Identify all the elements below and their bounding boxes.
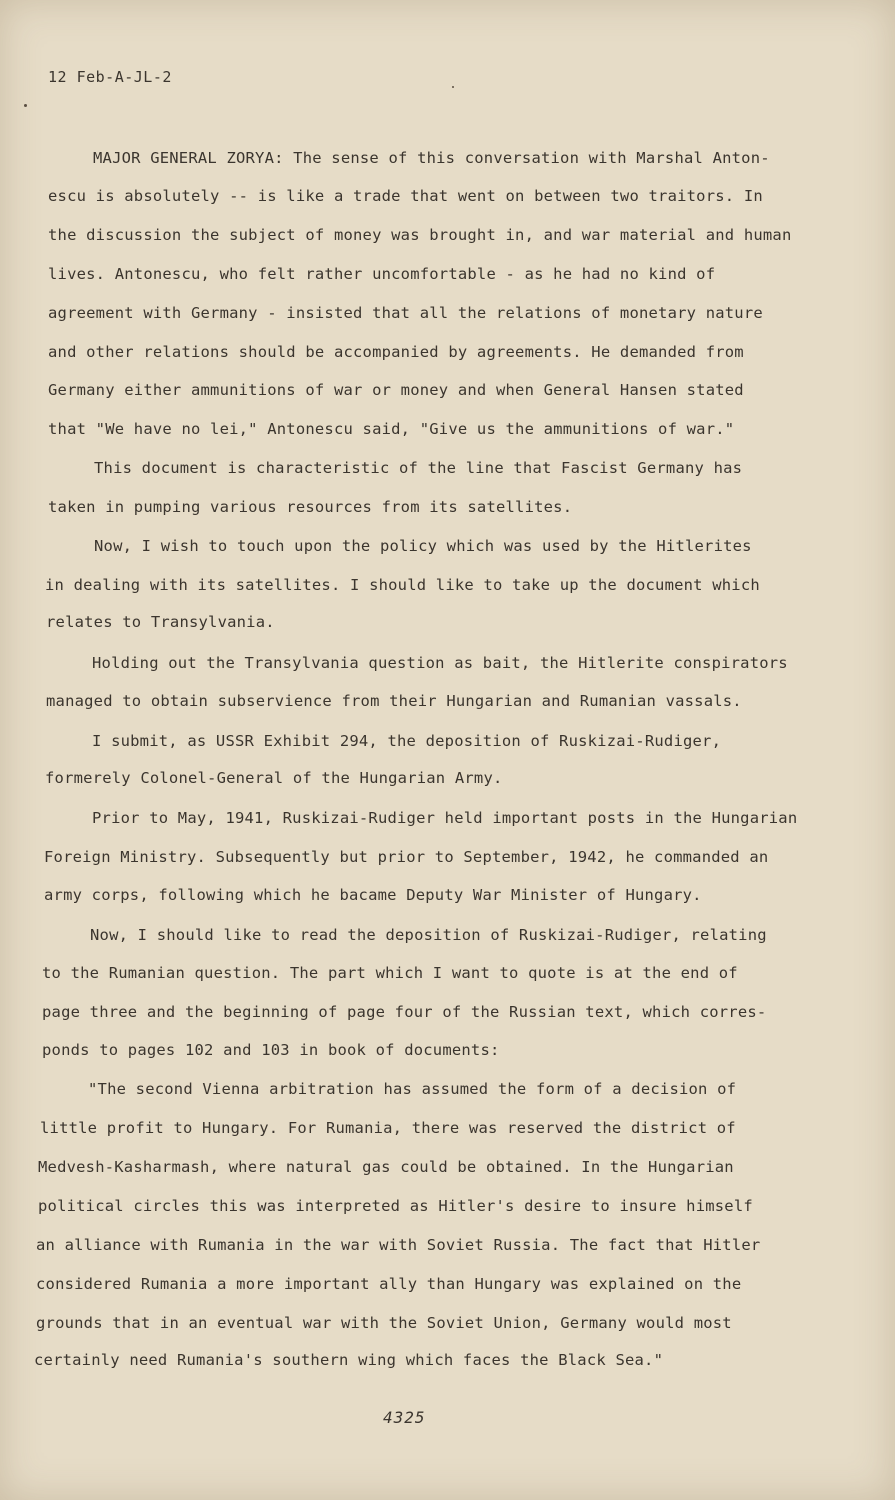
text-line: grounds that in an eventual war with the Soviet Union, Germany would most: [36, 1314, 732, 1332]
text-line: in dealing with its satellites. I should like to take up the document which: [45, 576, 760, 594]
text-line: Prior to May, 1941, Ruskizai-Rudiger held important posts in the Hungarian: [92, 809, 798, 827]
text-line: army corps, following which he bacame Deputy War Minister of Hungary.: [44, 886, 702, 904]
text-line: Now, I wish to touch upon the policy which was used by the Hitlerites: [94, 537, 752, 555]
text-line: This document is characteristic of the line that Fascist Germany has: [94, 459, 743, 477]
text-line: the discussion the subject of money was brought in, and war material and human: [48, 226, 792, 244]
paper-speck: [24, 104, 27, 107]
text-line: I submit, as USSR Exhibit 294, the deposition of Ruskizai-Rudiger,: [92, 732, 722, 750]
text-line: Foreign Ministry. Subsequently but prior to September, 1942, he commanded an: [44, 848, 769, 866]
text-line: to the Rumanian question. The part which I want to quote is at the end of: [42, 964, 738, 982]
text-line: Holding out the Transylvania question as bait, the Hitlerite conspirators: [92, 654, 788, 672]
text-line: agreement with Germany - insisted that all the relations of monetary nature: [48, 304, 763, 322]
text-line: relates to Transylvania.: [46, 613, 275, 631]
text-line: ponds to pages 102 and 103 in book of documents:: [42, 1041, 500, 1059]
text-line: Now, I should like to read the deposition of Ruskizai-Rudiger, relating: [90, 926, 767, 944]
text-line: taken in pumping various resources from its satellites.: [48, 498, 573, 516]
text-line: managed to obtain subservience from their Hungarian and Rumanian vassals.: [46, 692, 742, 710]
text-line: page three and the beginning of page four of the Russian text, which corres-: [42, 1003, 767, 1021]
text-line: Germany either ammunitions of war or money and when General Hansen stated: [48, 381, 744, 399]
page-number: 4325: [383, 1408, 426, 1427]
text-line: an alliance with Rumania in the war with Soviet Russia. The fact that Hitler: [36, 1236, 761, 1254]
text-line: "The second Vienna arbitration has assumed the form of a decision of: [88, 1080, 737, 1098]
text-line: escu is absolutely -- is like a trade that went on between two traitors. In: [48, 187, 763, 205]
paper-speck: [452, 86, 454, 88]
document-reference: 12 Feb-A-JL-2: [48, 68, 172, 86]
text-line: political circles this was interpreted as Hitler's desire to insure himself: [38, 1197, 753, 1215]
text-line: MAJOR GENERAL ZORYA: The sense of this conversation with Marshal Anton-: [93, 149, 770, 167]
text-line: lives. Antonescu, who felt rather uncomfortable - as he had no kind of: [48, 265, 716, 283]
text-line: little profit to Hungary. For Rumania, there was reserved the district of: [40, 1119, 736, 1137]
text-line: certainly need Rumania's southern wing which faces the Black Sea.": [34, 1351, 664, 1369]
text-line: considered Rumania a more important ally than Hungary was explained on the: [36, 1275, 742, 1293]
text-line: formerely Colonel-General of the Hungarian Army.: [45, 769, 503, 787]
text-line: Medvesh-Kasharmash, where natural gas could be obtained. In the Hungarian: [38, 1158, 734, 1176]
text-line: that "We have no lei," Antonescu said, "Give us the ammunitions of war.": [48, 420, 735, 438]
text-line: and other relations should be accompanied by agreements. He demanded from: [48, 343, 744, 361]
